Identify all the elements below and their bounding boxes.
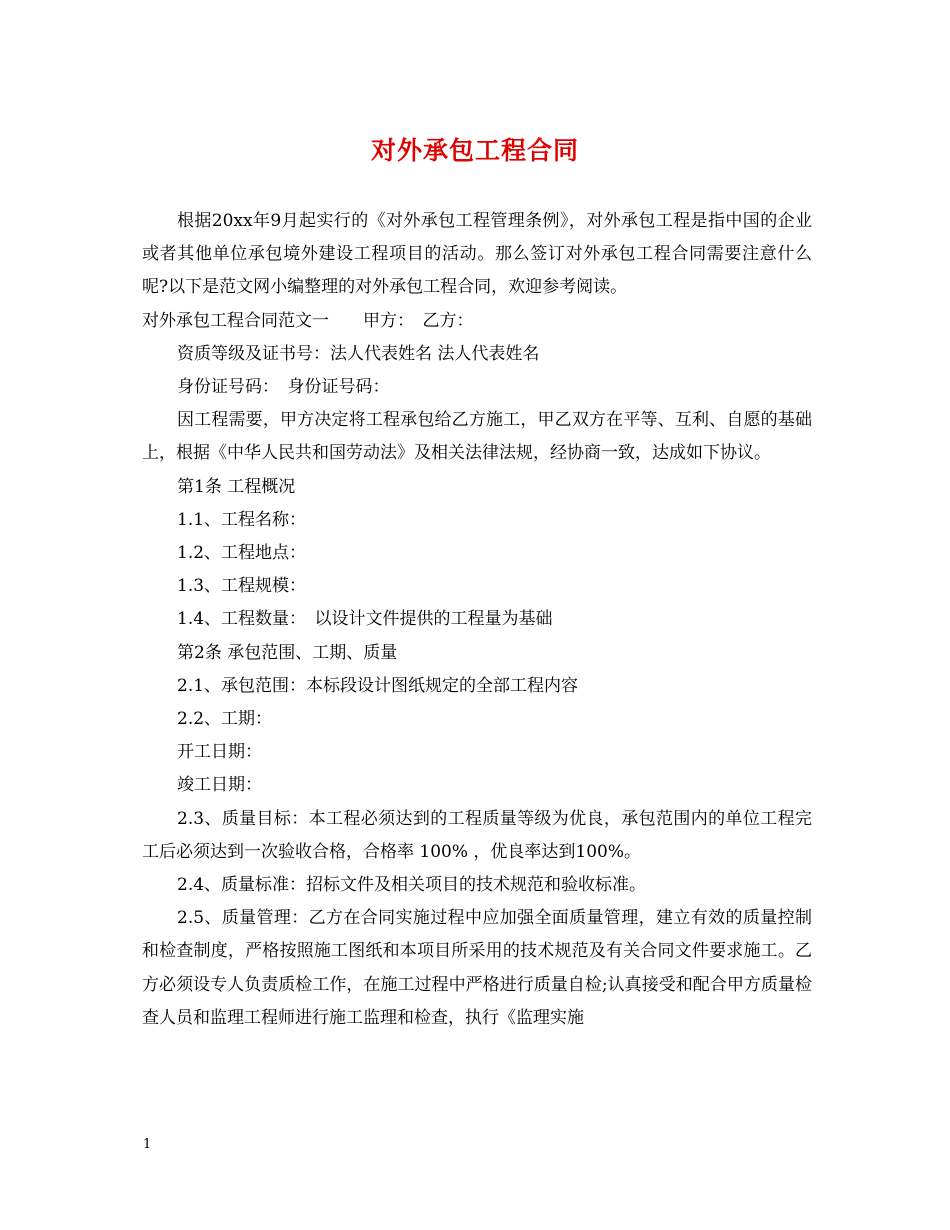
paragraph-intro: 根据20xx年9月起实行的《对外承包工程管理条例》，对外承包工程是指中国的企业或者其他单位承包境外建设工程项目的活动。那么签订对外承包工程合同需要注意什么呢?以下是范文网小编整理的对外承包工程合同，欢迎参考阅读。 xyxy=(142,211,812,298)
start-date: 开工日期： xyxy=(177,742,262,763)
clause-1-1: 1.1、工程名称： xyxy=(177,509,307,530)
document-title: 对外承包工程合同 xyxy=(370,136,579,165)
clause-2-5: 2.5、质量管理：乙方在合同实施过程中应加强全面质量管理，建立有效的质量控制和检查制度，严格按照施工图纸和本项目所采用的技术规范及有关合同文件要求施工。乙方必须设专人负责质检工作，在施工过程中严格进行质量自检;认真接受和配合甲方质量检查人员和监理工程师进行施工监理和检查，执行《监理实施 xyxy=(142,908,812,1028)
completion-date: 竣工日期： xyxy=(177,775,262,796)
article-2-heading: 第2条 承包范围、工期、质量 xyxy=(177,642,398,663)
clause-1-4: 1.4、工程数量： 以设计文件提供的工程量为基础 xyxy=(177,609,553,630)
document-body xyxy=(142,205,812,1035)
clause-2-2: 2.2、工期： xyxy=(177,709,273,730)
clause-1-3: 1.3、工程规模： xyxy=(177,576,307,597)
paragraph-agreement: 因工程需要，甲方决定将工程承包给乙方施工，甲乙双方在平等、互利、自愿的基础上，根据《中华人民共和国劳动法》及相关法律法规，经协商一致，达成如下协议。 xyxy=(142,410,812,464)
paragraph-id-number: 身份证号码： 身份证号码： xyxy=(177,377,390,398)
paragraph-qualification: 资质等级及证书号：法人代表姓名 法人代表姓名 xyxy=(177,343,540,364)
article-1-heading: 第1条 工程概况 xyxy=(177,476,296,497)
clause-2-1: 2.1、承包范围：本标段设计图纸规定的全部工程内容 xyxy=(177,675,579,696)
page-number: 1 xyxy=(143,1137,152,1152)
clause-1-2: 1.2、工程地点： xyxy=(177,543,307,564)
paragraph-contract-heading: 对外承包工程合同范文一 甲方： 乙方： xyxy=(142,310,474,331)
clause-2-4: 2.4、质量标准：招标文件及相关项目的技术规范和验收标准。 xyxy=(177,875,647,896)
clause-2-3: 2.3、质量目标：本工程必须达到的工程质量等级为优良，承包范围内的单位工程完工后必须达到一次验收合格，合格率 100% ，优良率达到100%。 xyxy=(142,808,812,862)
